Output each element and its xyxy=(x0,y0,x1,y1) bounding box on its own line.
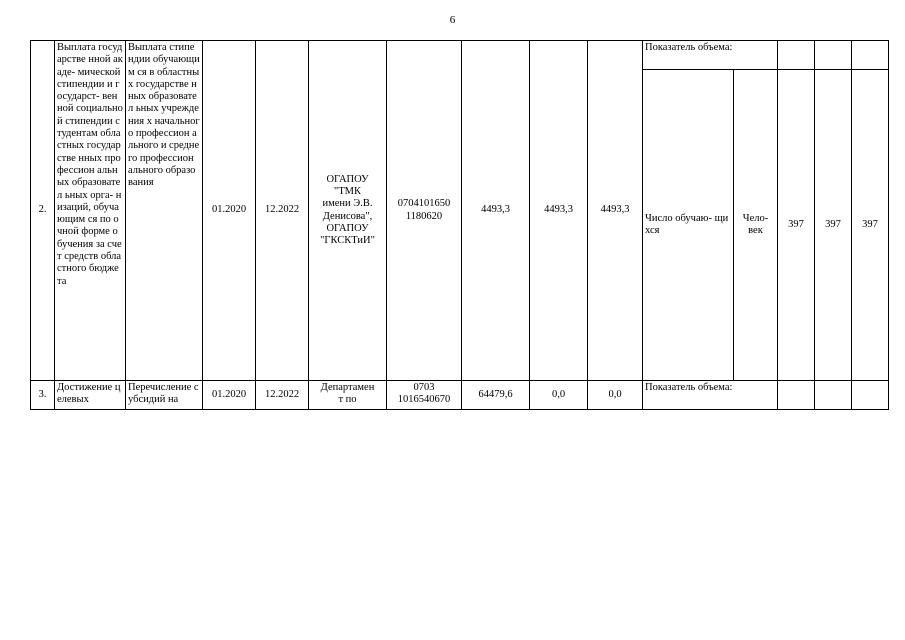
amount-total: 64479,6 xyxy=(462,381,530,410)
indicator-header: Показатель объема: xyxy=(643,381,778,410)
amount-year-3: 0,0 xyxy=(588,381,643,410)
amount-total: 4493,3 xyxy=(462,41,530,381)
end-date: 12.2022 xyxy=(256,41,309,381)
value-cell-empty xyxy=(852,41,889,70)
end-date: 12.2022 xyxy=(256,381,309,410)
row-number: 3. xyxy=(31,381,55,410)
amount-year-2: 0,0 xyxy=(530,381,588,410)
program-activities-table xyxy=(30,40,889,410)
amount-year-3: 4493,3 xyxy=(588,41,643,381)
indicator-value-3: 397 xyxy=(852,70,889,381)
indicator-name: Число обучаю- щихся xyxy=(643,70,734,381)
activity-description: Выплата стипендии обучающим ся в областных государстве нных образовател ьных учреждения х начального профессион ального и среднего профессион ального образования xyxy=(126,41,203,381)
table-row xyxy=(31,41,889,70)
start-date: 01.2020 xyxy=(203,381,256,410)
activity-name: Выплата государстве нной акаде- мической стипендии и государст- венной социальной стипендии студентам областных государстве нных профессион альных образовател ьных орга- низаций, обучающим ся по очной форме обучения за счет средств областного бюджета xyxy=(55,41,126,381)
executor: ОГАПОУ "ТМК имени Э.В. Денисова", ОГАПОУ "ГКСКТиИ" xyxy=(309,41,387,381)
indicator-value-1: 397 xyxy=(778,70,815,381)
budget-code: 0703 1016540670 xyxy=(387,381,462,410)
value-cell-empty xyxy=(778,41,815,70)
value-cell-empty xyxy=(815,381,852,410)
budget-code: 0704101650 1180620 xyxy=(387,41,462,381)
value-cell-empty xyxy=(852,381,889,410)
indicator-value-2: 397 xyxy=(815,70,852,381)
indicator-header: Показатель объема: xyxy=(643,41,778,70)
value-cell-empty xyxy=(815,41,852,70)
unit: Чело- век xyxy=(734,70,778,381)
table-row xyxy=(31,381,889,410)
activity-name: Достижение целевых xyxy=(55,381,126,410)
activity-description: Перечисление субсидий на xyxy=(126,381,203,410)
row-number: 2. xyxy=(31,41,55,381)
value-cell-empty xyxy=(778,381,815,410)
start-date: 01.2020 xyxy=(203,41,256,381)
page-number: 6 xyxy=(449,14,456,26)
amount-year-2: 4493,3 xyxy=(530,41,588,381)
executor: Департамен т по xyxy=(309,381,387,410)
